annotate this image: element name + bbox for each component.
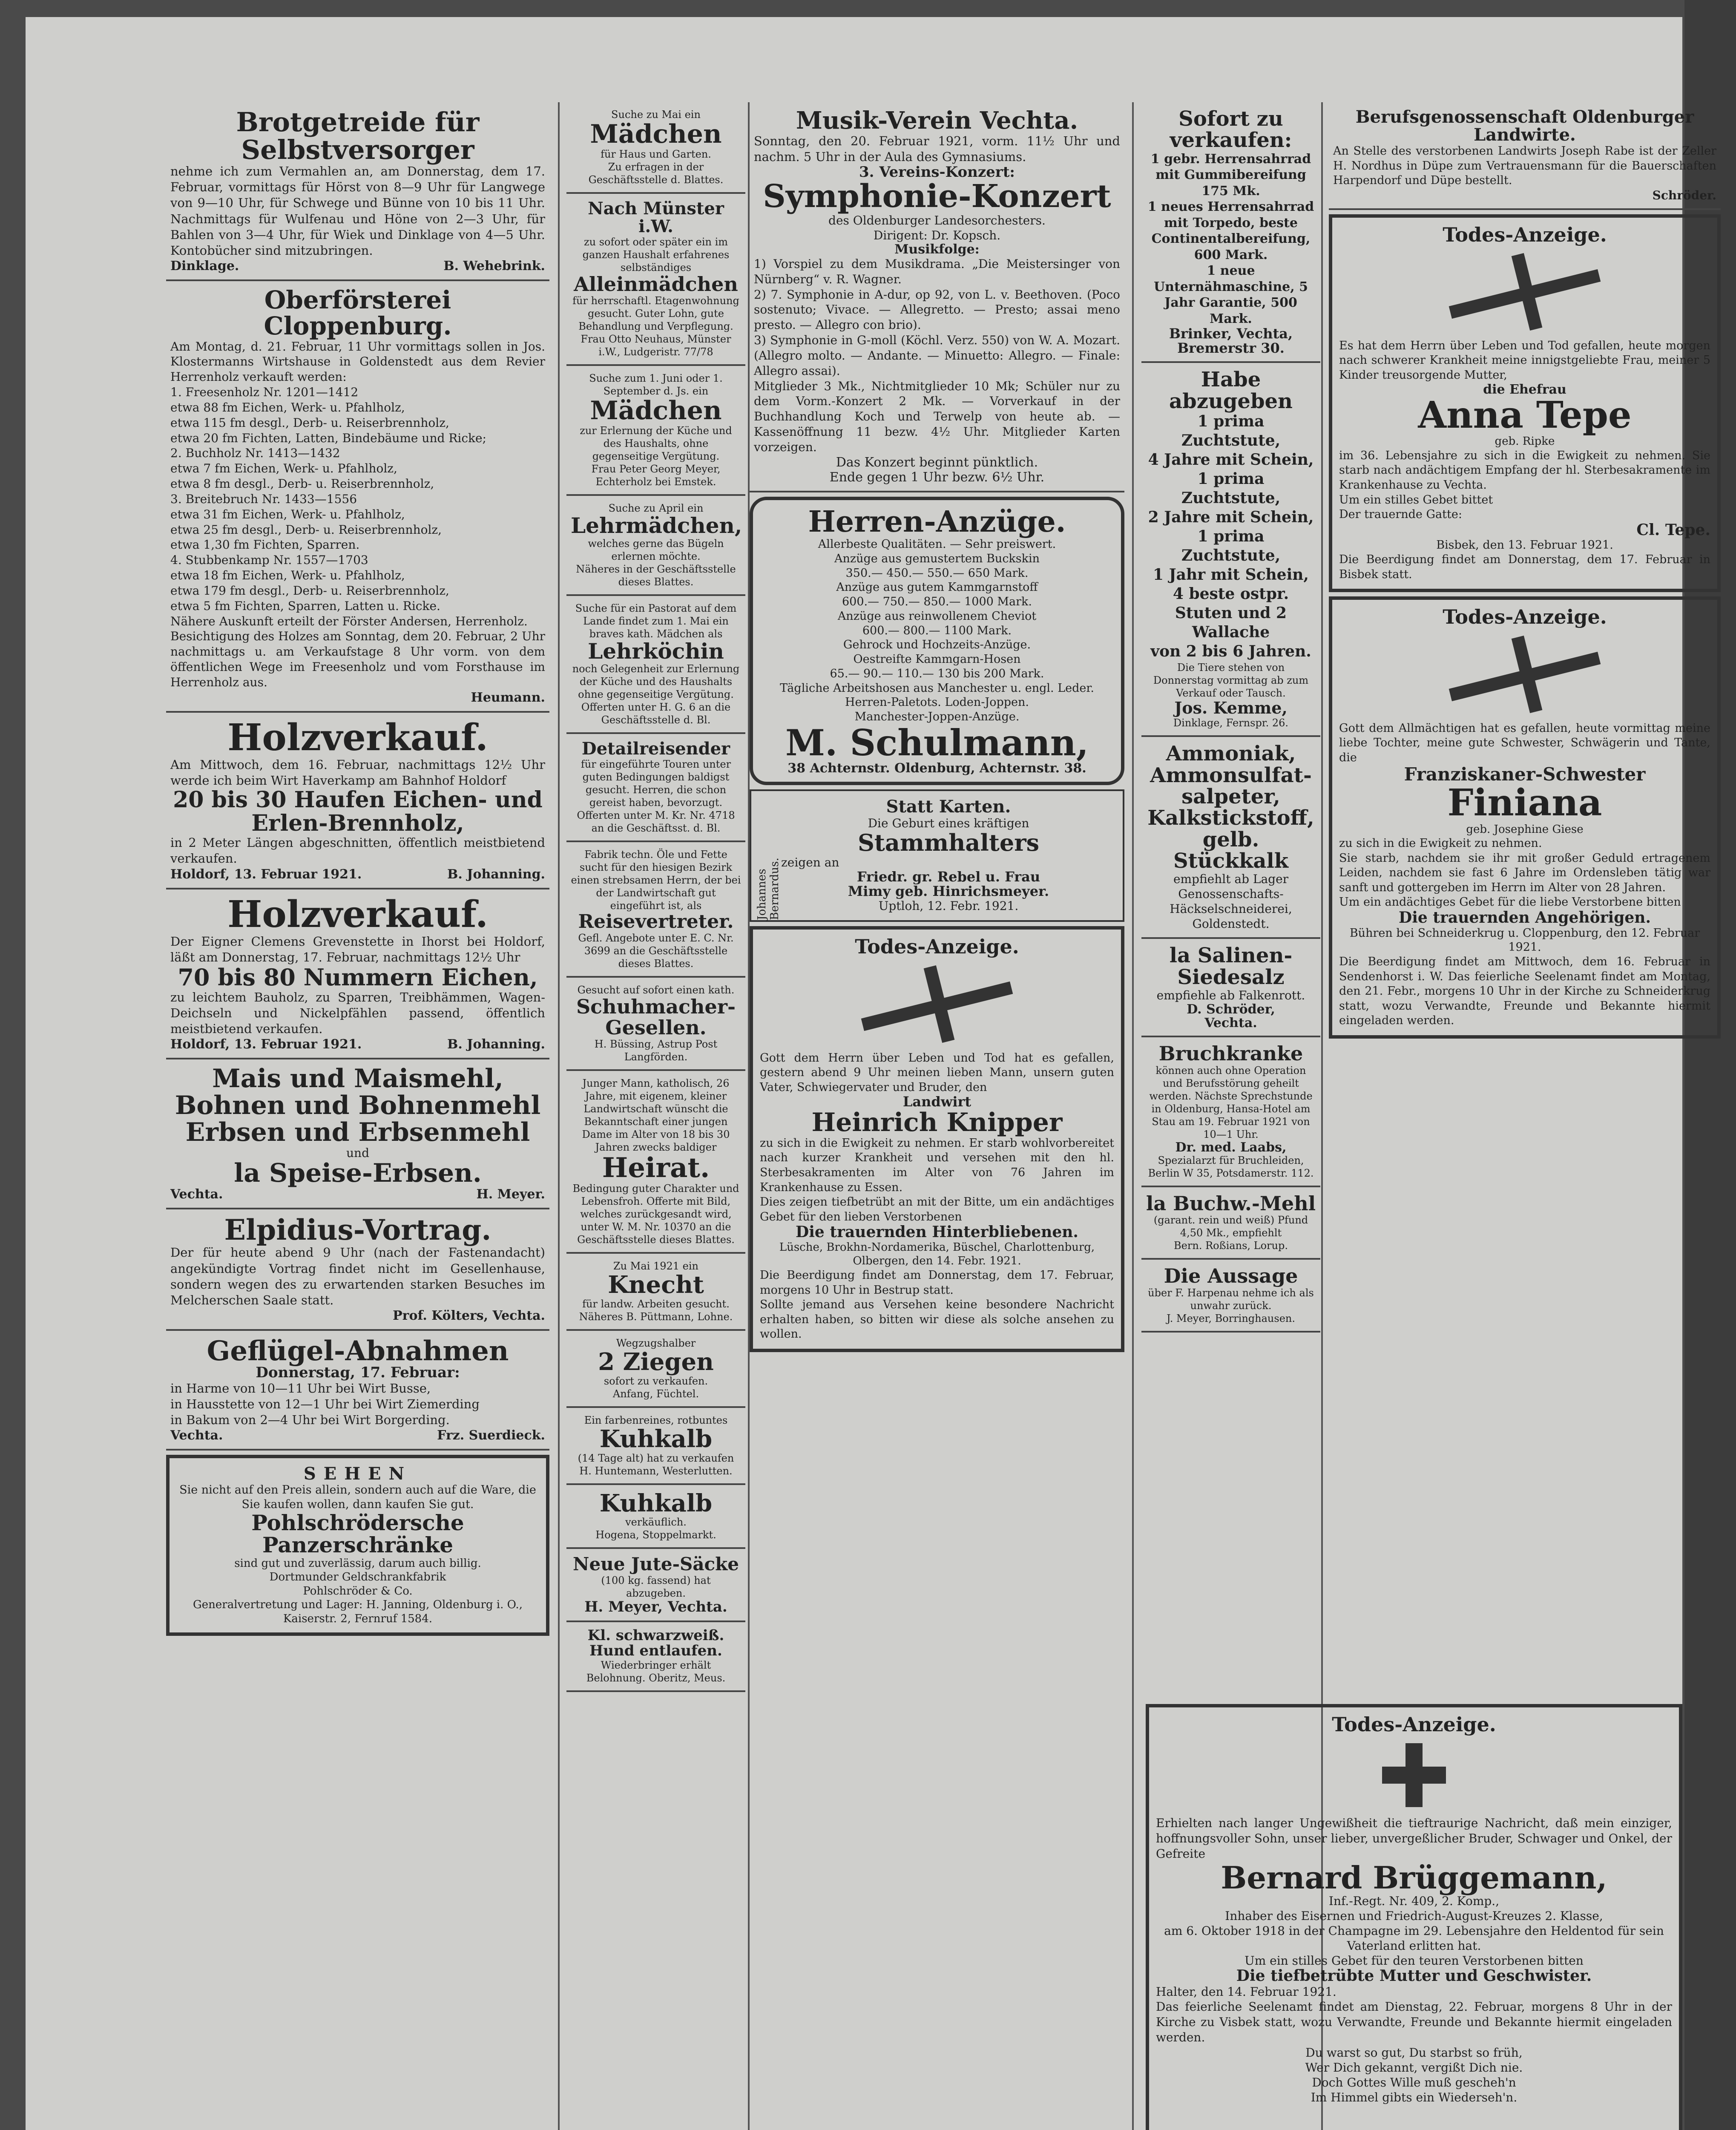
ad-headline: Alleinmädchen — [574, 273, 738, 296]
ad-title: la Buchw.-Mehl — [1146, 1192, 1316, 1215]
ad-intro: Wegzugshalber — [616, 1337, 696, 1350]
ad-intro: Ein farbenreines, rotbuntes — [584, 1414, 728, 1426]
ad-headline: Pohlschrödersche — [251, 1510, 464, 1535]
ad-holzverkauf-1 — [166, 713, 549, 889]
ad-place: Dinklage, Fernspr. 26. — [1173, 717, 1289, 729]
ad-place: Vechta. — [170, 1187, 223, 1202]
ad-text: (garant. rein und weiß) Pfund 4,50 Mk., empfiehlt — [1153, 1214, 1308, 1239]
ad-intro: Fabrik techn. Öle und Fette sucht für den hiesigen Bezirk einen strebsamen Herrn, der bei der Landwirtschaft gut eingeführt ist, als — [571, 849, 741, 912]
ad-subtitle: Donnerstag, 17. Februar: — [256, 1364, 460, 1382]
ad-elpidius — [166, 1209, 549, 1331]
column-4 — [1141, 102, 1320, 1333]
ad-headline: Stammhalters — [857, 829, 1040, 857]
ad-poem: Du warst so gut, Du starbst so früh, Wer Dich gekannt, vergißt Dich nie. Doch Gottes Wille muß gescheh'n Im Himmel gibts ein Wiederseh'n. — [1305, 2045, 1523, 2104]
ad-subtitle: 3. Vereins-Konzert: — [859, 164, 1015, 181]
column-5 — [1329, 102, 1721, 1043]
column-2 — [566, 102, 745, 1692]
ad-intro: Zu Mai 1921 ein — [613, 1260, 698, 1272]
ad-text: zu sich in die Ewigkeit zu nehmen. Er starb wohlvorbereitet nach kurzer Krankheit und versehen mit den hl. Sterbesakramenten im Alter von 76 Jahren im Krankenhause zu Essen. — [760, 1136, 1114, 1194]
ad-text: Erhielten nach langer Ungewißheit die tieftraurige Nachricht, daß mein einziger, hoffnungsvoller Sohn, unser lieber, unvergeßlicher Bruder, Schwager und Onkel, der Gefreite — [1156, 1816, 1672, 1861]
ad-title: Brotgetreide für Selbstversorger — [236, 106, 480, 166]
ad-text: Am Montag, d. 21. Februar, 11 Uhr vormittags sollen in Jos. Klostermanns Wirtshause in Goldenstedt aus dem Revier Herrenholz verkauft werden: 1. Freesenholz Nr. 1201—1412 etwa 88 fm Eichen, Werk- u. Pfahlholz, etwa 115 fm desgl., Derb- u. Reiserbrennholz, etwa 20 fm Fichten, Latten, Bindebäume und Ricke; 2. Buchholz Nr. 1413—1432 etwa 7 fm Eichen, Werk- u. Pfahlholz, etwa 8 fm desgl., Derb- u. Reiserbrennholz, 3. Breitebruch Nr. 1433—1556 etwa 31 fm Eichen, Werk- u. Pfahlholz, etwa 25 fm desgl., Derb- u. Reiserbrennholz, etwa 1,30 fm Fichten, Sparren. 4. Stubbenkamp Nr. 1557—1703 etwa 18 fm Eichen, Werk- u. Pfahlholz, etwa 179 fm desgl., Derb- u. Reiserbrennholz, etwa 5 fm Fichten, Sparren, Latten u. Ricke. Nähere Auskunft erteilt der Förster Andersen, Herrenholz. Besichtigung des Holzes am Sonntag, dem 20. Februar, 2 Uhr nachmittags u. am Verkaufstage 8 Uhr vorm. von dem öffentlichen Wege im Freesenholz und vom Forsthause im Herrenholz aus. — [170, 339, 545, 689]
ad-text: (100 kg. fassend) hat abzugeben. — [601, 1574, 711, 1599]
ad-text: Es hat dem Herrn über Leben und Tod gefallen, heute morgen nach schwerer Krankheit meine innigstgeliebte Frau, meiner 5 Kinder treusorgende Mutter, — [1339, 339, 1710, 382]
ad-line: Mais und Maismehl, — [212, 1064, 503, 1094]
ad-todes-finiana — [1329, 596, 1721, 1039]
ad-intro: Suche zu Mai ein — [611, 109, 701, 121]
ad-signature: D. Schröder, Vechta. — [1187, 1002, 1275, 1030]
ad-text: für landw. Arbeiten gesucht. Näheres B. Püttmann, Lohne. — [579, 1298, 733, 1323]
ad-title: Habe abzugeben — [1169, 368, 1293, 413]
ad-text: Mitglieder 3 Mk., Nichtmitglieder 10 Mk; Schüler nur zu dem Vorm.-Konzert 2 Mk. — Vorverkauf in der Buchhandlung Koch und Terwelp von heute ab. — Kassenöffnung 11 bezw. 4½ Uhr. Mitglieder Karten vorzeigen. — [754, 379, 1120, 454]
ad-text: H. Büssing, Astrup Post Langförden. — [594, 1038, 718, 1063]
ad-holzverkauf-2 — [166, 889, 549, 1060]
ad-subtitle: Musikfolge: — [894, 242, 980, 257]
ad-b7 — [566, 842, 745, 978]
ad-title: Detailreisender — [581, 739, 730, 759]
ad-text: Der Eigner Clemens Grevenstette in Ihorst bei Holdorf, läßt am Donnerstag, 17. Februar, nachmittags 12½ Uhr — [170, 934, 545, 964]
ad-signature: Cl. Tepe. — [1636, 521, 1710, 539]
ad-title: Reisevertreter. — [578, 911, 734, 933]
ad-text: Gott dem Herrn über Leben und Tod hat es gefallen, gestern abend 9 Uhr meinen lieben Mann, unsern guten Vater, Schwiegervater und Bruder, den — [760, 1051, 1114, 1094]
ad-date: Holdorf, 13. Februar 1921. — [170, 1037, 362, 1052]
ad-text: für Haus und Garten. Zu erfragen in der Geschäftsstelle d. Blattes. — [588, 148, 724, 186]
ad-text: zu leichtem Bauholz, zu Sparren, Treibhämmen, Wagen-Deichseln und Nickelpfählen passend, öffentlich meistbietend verkaufen. — [170, 990, 545, 1036]
ad-todes-tepe — [1329, 214, 1721, 593]
ad-title: Bruchkranke — [1158, 1042, 1303, 1065]
ad-text: Wiederbringer erhält Belohnung. Oberitz, Meus. — [586, 1659, 726, 1684]
ad-text: Die Beerdigung findet am Mittwoch, dem 16. Februar in Sendenhorst i. W. Das feierliche Seelenamt findet am Montag, den 21. Febr., morgens 10 Uhr in der Kirche zu Schneiderkrug statt, wozu Verwandte, Freunde und Bekannte hiermit eingeladen werden. — [1339, 955, 1710, 1028]
ad-gefluegel — [166, 1331, 549, 1451]
ad-signature: B. Wehebrink. — [443, 258, 545, 273]
ad-line: und — [346, 1146, 369, 1160]
ad-line: la Speise-Erbsen. — [234, 1158, 482, 1189]
ad-line: Bohnen und Bohnenmehl — [175, 1091, 541, 1121]
ad-place: Dinklage. — [170, 258, 239, 273]
ad-title: Todes-Anzeige. — [1443, 223, 1607, 246]
column-1 — [166, 102, 549, 1640]
ad-title: SEHEN — [303, 1464, 412, 1484]
ad-headline: M. Schulmann, — [785, 721, 1089, 764]
ad-text: nehme ich zum Vermahlen an, am Donnerstag, dem 17. Februar, vormittags für Hörst von 8—9 Uhr für Langwege von 9—10 Uhr, für Schwege und Bünne von 10 bis 11 Uhr. Nachmittags für Wulfenau und Höne von 2—3 Uhr, für Bahlen von 3—4 Uhr, für Wiek und Dinklage von 4—5 Uhr. Kontobücher sind mitzubringen. — [170, 164, 545, 258]
ad-e4 — [1141, 939, 1320, 1037]
ad-b14 — [566, 1549, 745, 1622]
ad-text: Das feierliche Seelenamt findet am Dienstag, 22. Februar, morgens 8 Uhr in der Kirche zu Visbek statt, wozu Verwandte, Freunde und Bekannte hiermit eingeladen werden. — [1156, 2000, 1672, 2044]
ad-text: Die Beerdigung findet am Donnerstag, dem 17. Februar, morgens 10 Uhr in Bestrup statt. — [760, 1268, 1114, 1297]
ad-title: Berufsgenossenschaft Oldenburger Landwirte. — [1355, 107, 1694, 145]
ad-berufsgenossenschaft — [1329, 102, 1721, 210]
ad-signature: Heumann. — [471, 690, 545, 705]
ad-subtitle: die Ehefrau — [1483, 382, 1566, 397]
ad-text: empfiehle ab Falkenrott. — [1156, 988, 1305, 1003]
ad-text: welches gerne das Bügeln erlernen möchte. Näheres in der Geschäftsstelle dieses Blattes. — [576, 537, 736, 588]
ad-place: Bisbek, den 13. Februar 1921. — [1436, 538, 1613, 552]
ad-text: 1 prima Zuchtstute, 4 Jahre mit Schein, 1 prima Zuchtstute, 2 Jahre mit Schein, 1 prima Zuchtstute, 1 Jahr mit Schein, 4 beste ostpr. Stuten und 2 Wallache von 2 bis 6 Jahren. — [1148, 412, 1314, 661]
ad-text: Sollte jemand aus Versehen keine besondere Nachricht erhalten haben, so bitten wir diese als solche ansehen zu wollen. — [760, 1298, 1114, 1341]
ad-text: (14 Tage alt) hat zu verkaufen H. Huntemann, Westerlutten. — [578, 1452, 734, 1477]
ad-text: zur Erlernung der Küche und des Haushalts, ohne gegenseitige Vergütung. Frau Peter Georg Meyer, Echterholz bei Emstek. — [580, 425, 732, 488]
ad-text: Inf.-Regt. Nr. 409, 2. Komp., Inhaber des Eisernen und Friedrich-August-Kreuzes 2. Klasse, am 6. Oktober 1918 in der Champagne im 29. Lebensjahre den Heldentod für sein Vaterland erlitten hat. Um ein stilles Gebet für den teuren Verstorbenen bitten — [1164, 1894, 1664, 1968]
ad-title: Sofort zu verkaufen: — [1170, 107, 1292, 153]
column-rule — [558, 102, 560, 2130]
child-name-vertical: Johannes Bernardus. — [756, 858, 781, 921]
ad-title: Heirat. — [602, 1152, 710, 1184]
ad-date: Holdorf, 13. Februar 1921. — [170, 866, 362, 882]
ad-e2 — [1141, 363, 1320, 737]
ad-b15 — [566, 1622, 745, 1692]
ad-title: Neue Jute-Säcke — [573, 1554, 739, 1575]
ad-text: zu sofort oder später ein im ganzen Haushalt erfahrenes selbständiges — [582, 236, 730, 273]
ad-b3 — [566, 366, 745, 496]
ad-date: Uptloh, 12. Febr. 1921. — [878, 899, 1019, 913]
ad-title: Lehrmädchen, — [571, 513, 742, 538]
cross-icon — [1448, 636, 1601, 713]
ad-title: Mädchen — [590, 396, 722, 426]
ad-signature: Brinker, Vechta, Bremerstr 30. — [1169, 325, 1293, 356]
ad-line: Erbsen und Erbsenmehl — [185, 1117, 530, 1148]
ad-signature: Bern. Roßians, Lorup. — [1174, 1240, 1288, 1252]
ad-text: in 2 Meter Längen abgeschnitten, öffentlich meistbietend verkaufen. — [170, 835, 545, 866]
ad-todes-brueggemann — [1146, 1704, 1682, 2130]
ad-title: Elpidius-Vortrag. — [224, 1213, 491, 1247]
ad-text: sind gut und zuverlässig, darum auch billig. Dortmunder Geldschrankfabrik Pohlschröder & Co. Generalvertretung und Lager: H. Janning, Oldenburg i. O., Kaiserstr. 2, Fernruf 1584. — [193, 1557, 523, 1625]
ad-text: geb. Ripke — [1495, 435, 1555, 448]
ad-signature: Frz. Suerdieck. — [437, 1428, 545, 1443]
ad-signature: H. Meyer, Vechta. — [584, 1598, 727, 1615]
ad-e5 — [1141, 1037, 1320, 1187]
ad-title: Todes-Anzeige. — [855, 935, 1019, 958]
ad-b10 — [566, 1254, 745, 1331]
ad-signature: Die trauernden Angehörigen. — [1398, 908, 1651, 927]
ad-b8 — [566, 978, 745, 1071]
ad-text: zu sich in die Ewigkeit zu nehmen. Sie starb, nachdem sie ihr mit großer Geduld ertragenem Leiden, nachdem sie fast 6 Jahre im Ordensleben tätig war sanft und gottergeben im Herrn im Alter von 28 Jahren. Um ein andächtiges Gebet für die liebe Verstorbene bitten — [1339, 837, 1710, 909]
ad-text: Das Konzert beginnt pünktlich. — [836, 455, 1038, 470]
ad-title: Mädchen — [590, 119, 722, 149]
ad-b9 — [566, 1071, 745, 1254]
ad-intro: Suche für ein Pastorat auf dem Lande findet zum 1. Mai ein braves kath. Mädchen als — [575, 602, 737, 640]
ad-text: des Oldenburger Landesorchesters. Dirigent: Dr. Kopsch. — [828, 213, 1046, 243]
ad-b5 — [566, 596, 745, 734]
ad-subtitle: Franziskaner-Schwester — [1404, 764, 1646, 785]
ad-title: Oberförsterei Cloppenburg. — [264, 285, 452, 340]
ad-headline: 70 bis 80 Nummern Eichen, — [178, 964, 538, 991]
ad-text: über F. Harpenau nehme ich als unwahr zurück. — [1148, 1287, 1314, 1312]
ad-headline: Finiana — [1447, 781, 1602, 825]
ad-title: Nach Münster i.W. — [588, 199, 724, 236]
ad-text: Bedingung guter Charakter und Lebensfroh. Offerte mit Bild, welches zurückgesandt wird, unter W. M. Nr. 10370 an die Geschäftsstelle dieses Blattes. — [572, 1183, 739, 1246]
ad-text: sofort zu verkaufen. Anfang, Füchtel. — [604, 1375, 708, 1400]
ad-b6 — [566, 734, 745, 842]
ad-title: Todes-Anzeige. — [1443, 605, 1607, 629]
ad-intro: Junger Mann, katholisch, 26 Jahre, mit eigenem, kleiner Landwirtschaft wünscht die Bekanntschaft einer jungen Dame im Alter von 18 bis 30 Jahren zwecks baldiger — [582, 1077, 730, 1154]
ad-text: 1 gebr. Herrensahrrad mit Gummibereifung 175 Mk. 1 neues Herrensahrrad mit Torpedo, beste Continentalbereifung, 600 Mark. 1 neue Unternähmaschine, 5 Jahr Garantie, 500 Mark. — [1147, 151, 1314, 326]
ad-title: Ammoniak, Ammonsulfat-salpeter, Kalkstickstoff, gelb. Stückkalk — [1147, 742, 1314, 873]
ad-text: Am Mittwoch, dem 16. Februar, nachmittags 12½ Uhr werde ich beim Wirt Haverkamp am Bahnhof Holdorf — [170, 757, 545, 788]
ad-title: Lehrköchin — [588, 638, 724, 664]
ad-text: für herrschaftl. Etagenwohnung gesucht. Guter Lohn, gute Behandlung und Verpflegung. Frau Otto Neuhaus, Münster i.W., Ludgeristr. 77/78 — [572, 295, 739, 358]
ad-signature: Prof. Költers, Vechta. — [393, 1308, 545, 1323]
ad-title: Holzverkauf. — [227, 892, 488, 936]
cross-icon — [1448, 253, 1601, 330]
ad-title: Herren-Anzüge. — [808, 504, 1066, 539]
ad-title: Kl. schwarzweiß. Hund entlaufen. — [587, 1627, 724, 1659]
ad-oberfoersterei — [166, 281, 549, 713]
ad-text: Sie nicht auf den Preis allein, sondern auch auf die Ware, die Sie kaufen wollen, dann kaufen Sie gut. — [179, 1483, 536, 1511]
ad-text: An Stelle des verstorbenen Landwirts Joseph Rabe ist der Zeller H. Nordhus in Düpe zum Vertrauensmann für die Bauerschaften Harpendorf und Düpe bestellt. — [1333, 144, 1716, 187]
ad-text: geb. Josephine Giese — [1466, 823, 1584, 836]
ad-headline: Heinrich Knipper — [811, 1107, 1063, 1137]
ad-title: Die Aussage — [1164, 1264, 1298, 1288]
ad-headline: Bernard Brüggemann, — [1221, 1859, 1607, 1896]
ad-place: Halter, den 14. Februar 1921. — [1156, 1985, 1336, 1999]
ad-e1 — [1141, 102, 1320, 363]
ad-e6 — [1141, 1187, 1320, 1260]
ad-intro: Suche zum 1. Juni oder 1. September d. Js. ein — [589, 372, 723, 397]
ad-herren-anzuege — [750, 497, 1124, 786]
ad-signature: Schröder. — [1652, 188, 1716, 202]
ad-text: in Harme von 10—11 Uhr bei Wirt Busse, in Hausstette von 12—1 Uhr bei Wirt Ziemerding in Bakum von 2—4 Uhr bei Wirt Borgerding. — [170, 1381, 480, 1427]
ad-b4 — [566, 496, 745, 596]
ad-mais — [166, 1059, 549, 1209]
ad-text: können auch ohne Operation und Berufsstörung geheilt werden. Nächste Sprechstunde in Oldenburg, Hansa-Hotel am Stau am 19. Februar 1921 von 10—1 Uhr. — [1149, 1064, 1313, 1140]
ad-title: Kuhkalb — [599, 1425, 713, 1453]
ad-todes-knipper — [750, 926, 1124, 1352]
ad-text: Sonntag, den 20. Februar 1921, vorm. 11½ Uhr und nachm. 5 Uhr in der Aula des Gymnasiums. — [754, 133, 1120, 164]
ad-b12 — [566, 1408, 745, 1485]
ad-brotgetreide — [166, 102, 549, 281]
ad-text: verkäuflich. Hogena, Stoppelmarkt. — [595, 1516, 716, 1541]
ad-headline: Panzerschränke — [262, 1532, 454, 1558]
ad-text: Dies zeigen tiefbetrübt an mit der Bitte, um ein andächtiges Gebet für den lieben Verstorbenen — [760, 1195, 1114, 1223]
ad-text: noch Gelegenheit zur Erlernung der Küche und des Haushalts ohne gegenseitige Vergütung. Offerten unter H. G. 6 an die Geschäftsstelle d. Bl. — [572, 663, 740, 726]
ad-title: 2 Ziegen — [598, 1348, 714, 1376]
ad-text: empfiehlt ab Lager Genossenschafts-Häckselschneiderei, Goldenstedt. — [1170, 872, 1292, 931]
ad-text: Gott dem Allmächtigen hat es gefallen, heute vormittag meine liebe Tochter, meine gute Schwester, Schwägerin und Tante, die — [1339, 721, 1710, 764]
ad-statt-karten — [750, 789, 1124, 922]
ad-text: Die Beerdigung findet am Donnerstag, dem 17. Februar in Bisbek statt. — [1339, 553, 1710, 581]
cross-icon — [860, 966, 1014, 1042]
ad-text: Die Tiere stehen von Donnerstag vormittag ab zum Verkauf oder Tausch. — [1153, 662, 1309, 699]
ad-headline: Anna Tepe — [1418, 394, 1632, 437]
ad-text: Spezialarzt für Bruchleiden, Berlin W 35, Potsdamerstr. 112. — [1148, 1154, 1314, 1180]
ad-panzerschraenke — [166, 1455, 549, 1636]
ad-subtitle: Landwirt — [902, 1094, 971, 1110]
ad-text: Allerbeste Qualitäten. — Sehr preiswert. Anzüge aus gemustertem Buckskin 350.— 450.— 550.— 650 Mark. Anzüge aus gutem Kammgarnstoff 600.— 750.— 850.— 1000 Mark. Anzüge aus reinwollenem Cheviot 600.— 800.— 1100 Mark. Gehrock und Hochzeits-Anzüge. Oestreifte Kammgarn-Hosen 65.— 90.— 110.— 130 bis 200 Mark. Tägliche Arbeitshosen aus Manchester u. engl. Leder. Herren-Paletots. Loden-Joppen. Manchester-Joppen-Anzüge. — [780, 538, 1094, 724]
ad-address: 38 Achternstr. Oldenburg, Achternstr. 38. — [788, 760, 1086, 776]
ad-b13 — [566, 1485, 745, 1549]
ad-names: Friedr. gr. Rebel u. Frau Mimy geb. Hinrichsmeyer. — [848, 869, 1049, 899]
column-rule — [1132, 102, 1134, 2130]
iron-cross-icon — [1382, 1743, 1446, 1807]
ad-place: Lüsche, Brokhn-Nordamerika, Büschel, Charlottenburg, Olbergen, den 14. Febr. 1921. — [779, 1241, 1095, 1268]
ad-e7 — [1141, 1260, 1320, 1332]
ad-signature: Jos. Kemme, — [1174, 698, 1288, 718]
ad-title: Todes-Anzeige. — [1332, 1713, 1496, 1736]
ad-title: Kuhkalb — [599, 1489, 713, 1517]
ad-musikverein — [750, 102, 1124, 492]
ad-text: für eingeführte Touren unter guten Bedingungen baldigst gesucht. Herren, die schon gereist haben, bevorzugt. Offerten unter M. Kr. Nr. 4718 an die Geschäftsst. d. Bl. — [577, 758, 735, 835]
ad-signature: Dr. med. Laabs, — [1175, 1140, 1287, 1155]
ad-place: Bühren bei Schneiderkrug u. Cloppenburg, den 12. Februar 1921. — [1349, 926, 1700, 954]
ad-b11 — [566, 1331, 745, 1408]
ad-text: zeigen an — [781, 855, 839, 870]
ad-signature: B. Johanning. — [447, 1037, 545, 1052]
ad-e3 — [1141, 737, 1320, 939]
ad-program: 1) Vorspiel zu dem Musikdrama. „Die Meistersinger von Nürnberg“ v. R. Wagner. 2) 7. Symphonie in A-dur, op 92, von L. v. Beethoven. (Poco sostenuto; Vivace. — Allegretto. — Presto; assai meno presto. — Allegro con brio). 3) Symphonie in G-moll (Köchl. Verz. 550) von W. A. Mozart. (Allegro molto. — Andante. — Minuetto: Allegro. — Finale: Allegro assai). — [754, 256, 1120, 378]
ad-title: Holzverkauf. — [227, 716, 488, 759]
ad-title: Knecht — [608, 1271, 704, 1299]
ad-b1 — [566, 102, 745, 194]
ad-signature: Die trauernden Hinterbliebenen. — [796, 1223, 1078, 1241]
ad-intro: Suche zu April ein — [608, 502, 704, 515]
ad-signature: B. Johanning. — [447, 866, 545, 882]
ad-intro: Gesucht auf sofort einen kath. — [577, 984, 735, 996]
ad-place: Vechta. — [170, 1428, 223, 1443]
ad-signature: J. Meyer, Borringhausen. — [1166, 1312, 1295, 1324]
ad-title: Geflügel-Abnahmen — [207, 1335, 509, 1367]
ad-text: Ende gegen 1 Uhr bezw. 6½ Uhr. — [829, 469, 1045, 485]
ad-text: Der für heute abend 9 Uhr (nach der Fastenandacht) angekündigte Vortrag findet nicht im Gesellenhause, sondern wegen des zu erwartenden starken Besuches im Melcherschen Saale statt. — [170, 1245, 545, 1307]
ad-b2 — [566, 194, 745, 366]
ad-text: Gefl. Angebote unter E. C. Nr. 3699 an die Geschäftsstelle dieses Blattes. — [578, 932, 734, 970]
ad-title: la Salinen-Siedesalz — [1169, 944, 1293, 989]
ad-title: Statt Karten. — [886, 797, 1011, 817]
ad-title: Schuhmacher-Gesellen. — [576, 995, 736, 1039]
ad-headline: Symphonie-Konzert — [763, 178, 1111, 215]
column-3 — [750, 102, 1124, 1356]
ad-title: Musik-Verein Vechta. — [796, 106, 1078, 135]
ad-headline: 20 bis 30 Haufen Eichen- und Erlen-Brennholz, — [173, 787, 543, 836]
ad-signature: Die tiefbetrübte Mutter und Geschwister. — [1236, 1967, 1592, 1985]
ad-text: Die Geburt eines kräftigen — [868, 816, 1029, 831]
ad-text: im 36. Lebensjahre zu sich in die Ewigkeit zu nehmen. Sie starb nach andächtigem Empfang der hl. Sterbesakramente im Krankenhause zu Vechta. Um ein stilles Gebet bittet Der trauernde Gatte: — [1339, 449, 1710, 521]
ad-signature: H. Meyer. — [476, 1187, 545, 1202]
